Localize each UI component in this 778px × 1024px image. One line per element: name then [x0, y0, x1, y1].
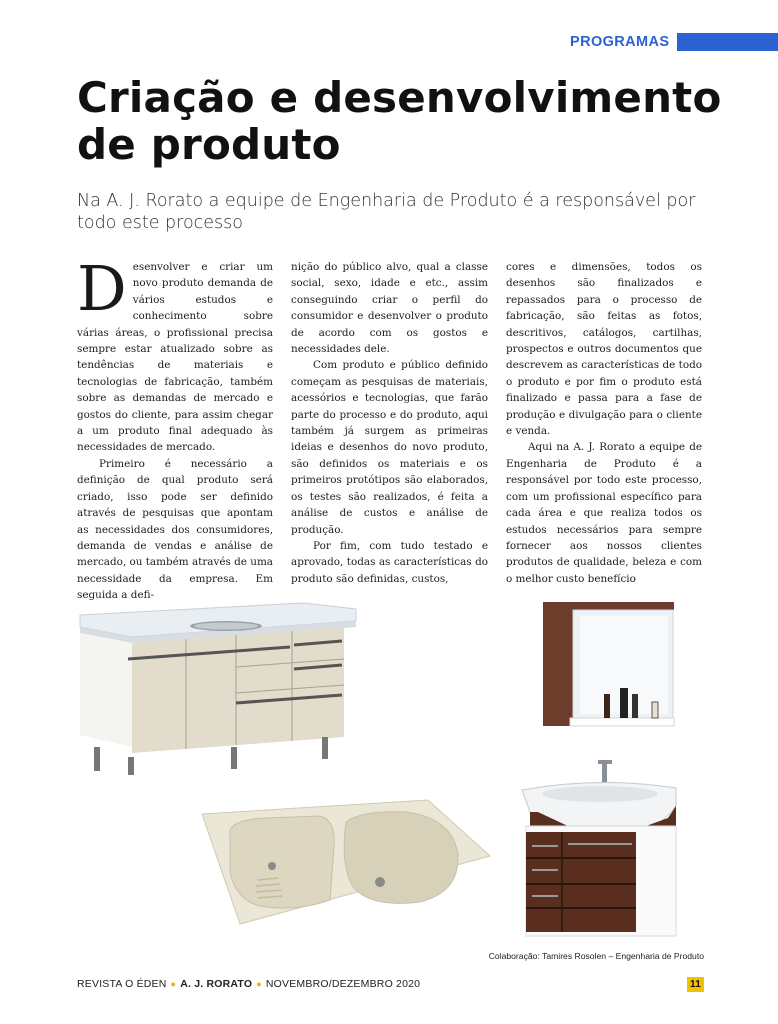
edition: NOVEMBRO/DEZEMBRO 2020 [265, 978, 421, 990]
paragraph: Aqui na A. J. Rorato a equipe de Engenharia de Produto é a responsável por todo este processo, com um profissional específico para cada área e que realiza todos os estudos necessários para sempre fornecer aos nossos clientes produtos de qualidade, beleza e com o melhor custo benefício [506, 441, 702, 585]
separator-dot: ● [170, 979, 177, 989]
paragraph: Com produto e público definido começam as pesquisas de materiais, acessórios e tecnologias, que farão parte do processo e do produto, aqui também já surgem as primeiras ideias e desenhos do novo produto, são definidos os materiais e os primeiros protótipos são elaborados, os testes são realizados, é feita a análise de custos e análise de produção. [291, 359, 488, 536]
mirror-cabinet-photo [540, 598, 676, 734]
body-column-3 [506, 259, 702, 587]
bathroom-vanity-photo [518, 758, 678, 940]
paragraph: nição do público alvo, qual a classe social, sexo, idade e etc., assim conseguindo criar o perfil do consumidor e desenvolver o produto de acordo com os gostos e necessidades dele. [291, 261, 488, 356]
brand-name: A. J. RORATO [180, 978, 253, 990]
section-tag [562, 33, 778, 51]
article-subtitle: Na A. J. Rorato a equipe de Engenharia de Produto é a responsável por todo este processo [77, 191, 696, 233]
paragraph: cores e dimensões, todos os desenhos são finalizados e repassados para o processo de fabricação, são feitas as fotos, descritivos, catálogos, cartilhas, prospectos e outros documentos que descrevem as características de todo o produto e por fim o produto está finalizado e passa para a fase de produção e divulgação para o cliente e venda. [506, 261, 702, 438]
dropcap: D [77, 252, 127, 325]
paragraph: Primeiro é necessário a definição de qual produto será criado, isso pode ser definido através de pesquisas que apontam as necessidades dos consumidores, demanda de vendas e análise de mercado, ou também através de uma necessidade da empresa. Em seguida a defi- [77, 457, 273, 602]
paragraph: Por fim, com tudo testado e aprovado, todas as características do produto são definidas, custos, [291, 539, 488, 585]
page-footer [77, 976, 704, 992]
body-column-1 [77, 252, 273, 604]
paragraph: Desenvolver e criar um novo produto demanda de vários estudos e conhecimento sobre várias áreas, o profissional precisa sempre estar atualizado sobre as tendências de materiais e tecnologias de fabricação, também sobre as demandas de mercado e gostos do cliente, para assim chegar a um produto final adequado às necessidades de mercado. [77, 252, 273, 454]
section-tag-label: PROGRAMAS [562, 34, 677, 50]
laundry-tank-photo [196, 796, 492, 926]
page-number: 11 [687, 977, 704, 992]
article-title: Criação e desenvolvimento de produto [77, 73, 722, 169]
kitchen-cabinet-photo [76, 597, 358, 775]
magazine-name: REVISTA O ÉDEN [77, 978, 167, 990]
separator-dot: ● [256, 979, 262, 989]
section-tag-bar [677, 33, 778, 51]
photo-credit: Colaboração: Tamires Rosolen – Engenharia de Produto [488, 951, 704, 961]
body-column-2 [291, 259, 488, 587]
